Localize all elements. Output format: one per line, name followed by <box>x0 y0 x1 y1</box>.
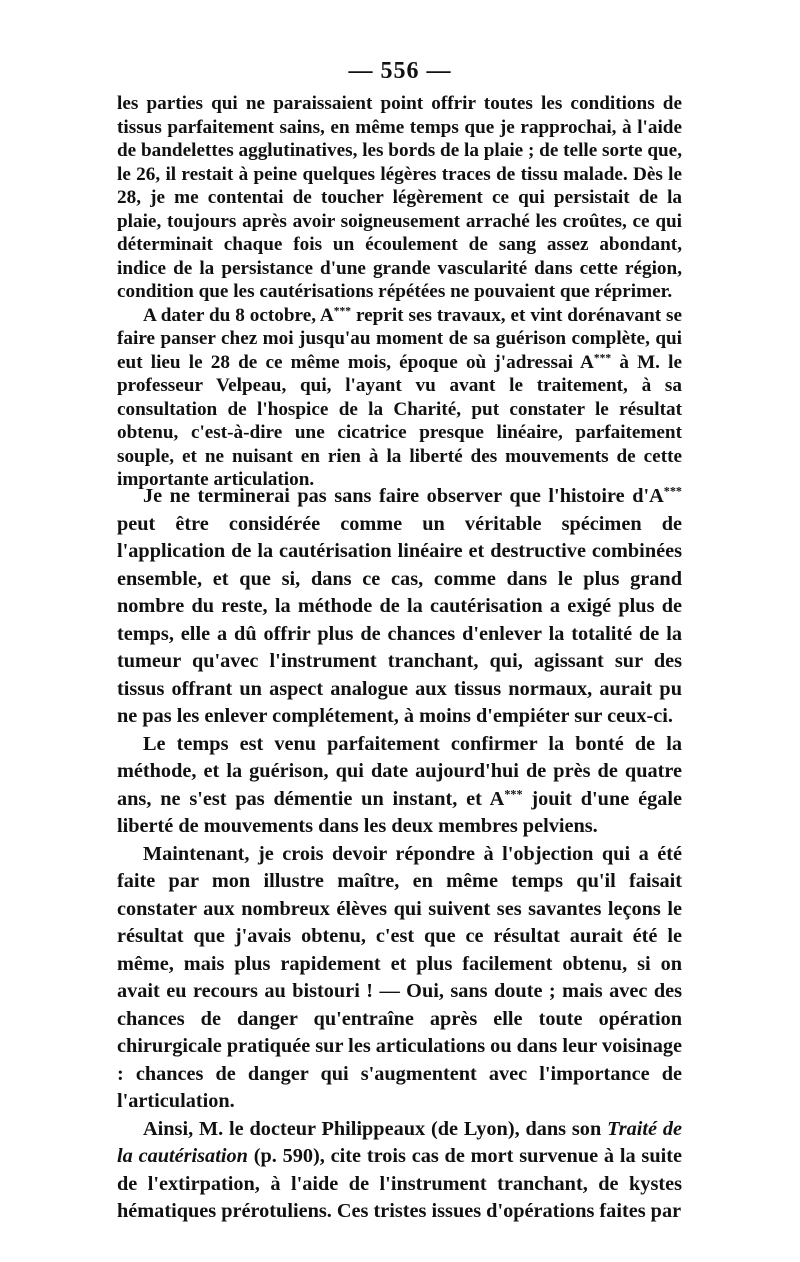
paragraph-3-text-a: Je ne terminerai pas sans faire observer que l'histoire d'A <box>143 485 664 507</box>
paragraph-3-text-b: peut être considérée comme un véritable spécimen de l'application de la cautérisation linéaire et destructive combinées ensemble, et que si, dans ce cas, comme dans le plus grand nombre du reste, la méthode de la cautérisation a exigé plus de temps, elle a dû offrir plus de chances d'enlever la totalité de la tumeur qu'avec l'instrument tranchant, qui, agissant sur des tissus offrant un aspect analogue aux tissus normaux, aurait pu ne pas les enlever complétement, à moins d'empiéter sur ceux-ci. <box>117 512 682 727</box>
page-number: — 556 — <box>348 58 452 84</box>
paragraph-2-text-a: A dater du 8 octobre, A <box>143 304 334 326</box>
text-block-small <box>117 92 682 492</box>
book-title: Traité de la cautérisation <box>117 1117 682 1167</box>
paragraph-2-asterisks-2: *** <box>593 352 612 365</box>
paragraph-3 <box>117 483 682 731</box>
paragraph-1: les parties qui ne paraissaient point offrir toutes les conditions de tissus parfaitement sains, en même temps que je rapprochai, à l'aide de bandelettes agglutinatives, les bords de la plaie ; de telle sorte que, le 26, il restait à peine quelques légères traces de tissu malade. Dès le 28, je me contentai de toucher légèrement ce qui persistait de la plaie, toujours après avoir soigneusement arraché les croûtes, ce qui déterminait chaque fois un écoulement de sang assez abondant, indice de la persistance d'une grande vascularité dans cette région, condition que les cautérisations répétées ne pouvaient que réprimer. <box>117 93 682 302</box>
paragraph-6-text-a: Ainsi, M. le docteur Philippeaux (de Lyon), dans son <box>143 1117 608 1140</box>
paragraph-2-text-b: reprit ses travaux, et vint dorénavant se faire panser chez moi jusqu'au moment de sa guérison complète, qui eut lieu le 28 de ce même mois, époque où j'adressai A <box>117 304 682 373</box>
paragraph-2 <box>117 304 682 492</box>
paragraph-6-text-b: (p. 590), cite trois cas de mort survenue à la suite de l'extirpation, à l'aide de l'instrument tranchant, de kystes hématiques prérotuliens. Ces tristes issues d'opérations faites par <box>117 1145 682 1222</box>
paragraph-4-text-b: jouit d'une égale liberté de mouvements dans les deux membres pelviens. <box>117 787 682 837</box>
paragraph-6 <box>117 1116 682 1226</box>
paragraph-3-asterisks: *** <box>663 484 682 499</box>
paragraph-2-asterisks-1: *** <box>333 305 352 318</box>
paragraph-4-asterisks: *** <box>504 786 523 801</box>
paragraph-5: Maintenant, je crois devoir répondre à l'objection qui a été faite par mon illustre maître, en même temps qu'il faisait constater aux nombreux élèves qui suivent ses savantes leçons le résultat que j'avais obtenu, c'est que ce résultat aurait été le même, mais plus rapidement et plus facilement obtenu, si on avait eu recours au bistouri ! — Oui, sans doute ; mais avec des chances de danger qu'entraîne après elle toute opération chirurgicale pratiquée sur les articulations ou dans leur voisinage : chances de danger qui s'augmentent avec l'importance de l'articulation. <box>117 842 682 1112</box>
paragraph-2-text-c: à M. le professeur Velpeau, qui, l'ayant vu avant le traitement, à sa consultation de l'hospice de la Charité, put constater le résultat obtenu, c'est-à-dire une cicatrice presque linéaire, parfaitement souple, et ne nuisant en rien à la liberté des mouvements de cette importante articulation. <box>117 351 682 490</box>
paragraph-4-text-a: Le temps est venu parfaitement confirmer la bonté de la méthode, et la guérison, qui date aujourd'hui de près de quatre ans, ne s'est pas démentie un instant, et A <box>117 732 682 810</box>
text-block-large <box>117 483 682 1226</box>
paragraph-4 <box>117 731 682 841</box>
